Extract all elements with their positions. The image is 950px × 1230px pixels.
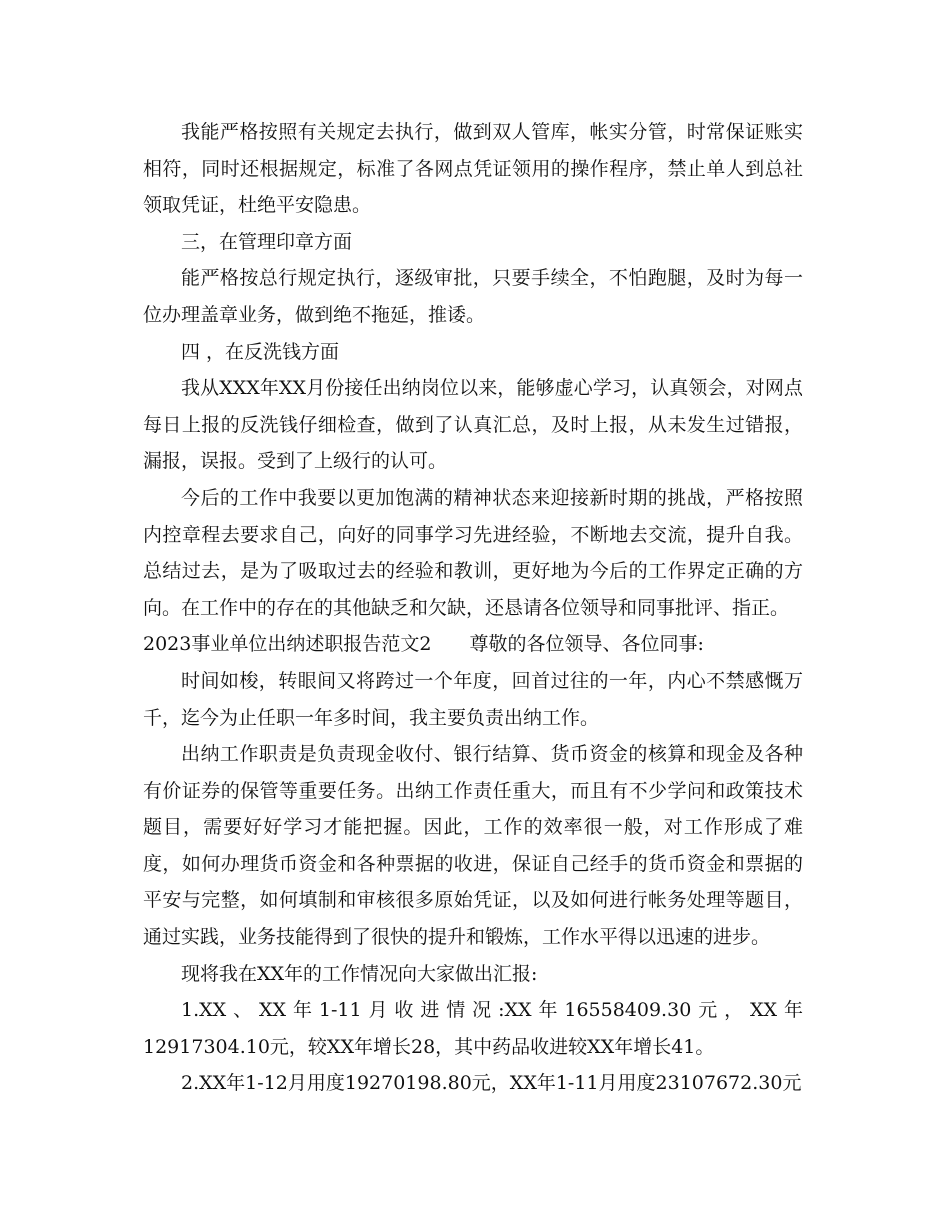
paragraph-introduction: 时间如梭，转眼间又将跨过一个年度，回首过往的一年，内心不禁感慨万千，迄今为止任职一年多时间，我主要负责出纳工作。 — [143, 669, 803, 729]
paragraph-expense-stats: 2.XX年1-12月用度19270198.80元，XX年1-11月用度23107672.30元 — [181, 1072, 802, 1095]
paragraph-custody: 我能严格按照有关规定去执行，做到双人管库，帐实分管，时常保证账实相符，同时还根据规定，标准了各网点凭证领用的操作程序，禁止单人到总社领取凭证，杜绝平安隐患。 — [143, 121, 803, 217]
paragraph-future-work: 今后的工作中我要以更加饱满的精神状态来迎接新时期的挑战，严格按照内控章程去要求自己，向好的同事学习先进经验，不断地去交流，提升自我。总结过去，是为了吸取过去的经验和教训，更好地为今后的工作界定正确的方向。在工作中的存在的其他缺乏和欠缺，还恳请各位领导和同事批评、指正。 — [143, 486, 803, 619]
heading-seal-management: 三，在管理印章方面 — [181, 230, 353, 253]
paragraph-seal-management: 能严格按总行规定执行，逐级审批，只要手续全，不怕跑腿，及时为每一位办理盖章业务，做到绝不拖延，推诿。 — [143, 267, 803, 326]
heading-anti-money-laundering: 四 ，在反洗钱方面 — [181, 340, 340, 363]
paragraph-anti-money-laundering: 我从XXX年XX月份接任出纳岗位以来，能够虚心学习，认真领会，对网点每日上报的反洗钱仔细检查，做到了认真汇总，及时上报，从未发生过错报，漏报，误报。受到了上级行的认可。 — [143, 377, 803, 473]
paragraph-report-intro: 现将我在XX年的工作情况向大家做出汇报: — [181, 962, 538, 985]
paragraph-income-stats: 1.XX、XX年1-11月收进情况:XX年16558409.30元，XX年12917304.10元，较XX年增长28，其中药品收进较XX年增长41。 — [143, 999, 803, 1058]
paragraph-cashier-duties: 出纳工作职责是负责现金收付、银行结算、货币资金的核算和现金及各种有价证券的保管等重要任务。出纳工作责任重大，而且有不少学问和政策技术题目，需要好好学习才能把握。因此，工作的效率很一般，对工作形成了难度，如何办理货币资金和各种票据的收进，保证自己经手的货币资金和票据的平安与完整，如何填制和审核很多原始凭证，以及如何进行帐务处理等题目，通过实践，业务技能得到了很快的提升和锻炼，工作水平得以迅速的进步。 — [143, 743, 803, 949]
report-title-2: 2023事业单位出纳述职报告范文2 尊敬的各位领导、各位同事: — [143, 633, 704, 656]
document-body — [143, 114, 803, 1102]
